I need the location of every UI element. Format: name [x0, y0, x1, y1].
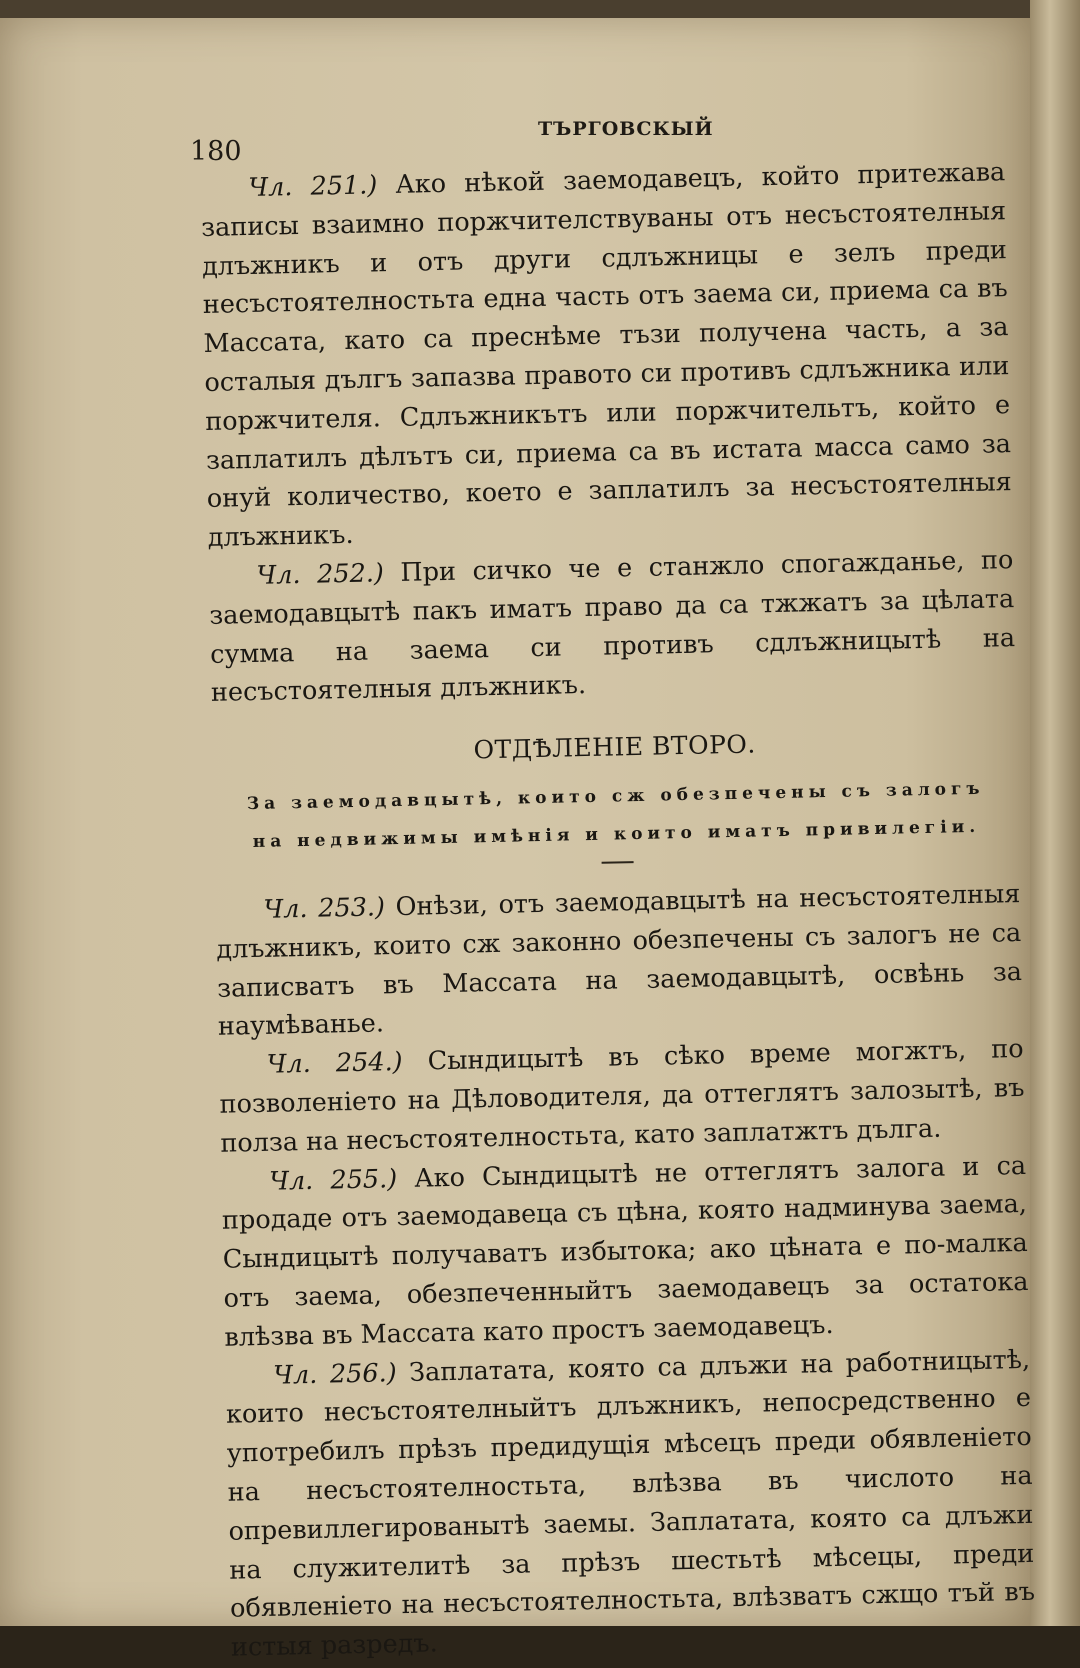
- page-edge: [1030, 0, 1080, 1626]
- article-text: При сичко че е станжло спогажданье, по заемодавцытѣ пакъ иматъ право да са тжжатъ за цѣлата сумма на заема си противъ сдлъжницытѣ на несъстоятелныя длъжникъ.: [209, 545, 1016, 709]
- article-255: [221, 1146, 1030, 1357]
- article-label: Чл. 253.): [263, 892, 386, 925]
- article-251: [200, 153, 1013, 558]
- article-label: Чл. 252.): [256, 558, 385, 591]
- article-252: [208, 541, 1016, 713]
- section-divider: [601, 861, 633, 864]
- article-text: Онѣзи, отъ заемодавцытѣ на несъстоятелныя длъжникъ, които сж законно обезпечены съ залогъ не са записватъ въ Массата на заемодавцытѣ, освѣнь за наумѣванье.: [216, 878, 1023, 1043]
- article-254: [218, 1030, 1025, 1163]
- article-text: Ако Сындицытѣ не оттеглятъ залога и са продаде отъ заемодавеца съ цѣна, която надминува заема, Сындицытѣ получаватъ избытока; ако цѣната е по-малка отъ заема, обезпеченныйтъ заемодавецъ за остатока влѣзва въ Массата като простъ заемодавецъ.: [221, 1150, 1029, 1353]
- page-body: [200, 153, 1036, 1667]
- page-number: 180: [190, 136, 242, 167]
- section-subtitle: [213, 769, 1019, 862]
- article-256: [225, 1340, 1036, 1667]
- running-title: ТЪРГОВСКЫЙ: [538, 118, 714, 140]
- section-subtitle-line2: на недвижимы имѣнія и които иматъ привилегіи.: [252, 816, 981, 852]
- article-text: Ако нѣкой заемодавецъ, който притежава записы взаимно поржчителствуваны отъ несъстоятелныя длъжникъ и отъ други сдлъжницы е зелъ преди несъстоятелностьта една часть отъ заема си, приема са въ Массата, като са преснѣме тъзи получена часть, а за осталыя дългъ запазва правото си противъ сдлъжника или поржчителя. Сдлъжникътъ или поржчительтъ, който е заплатилъ дѣлътъ си, приема са въ истата масса само за онуй количество, което е заплатилъ за несъстоятелныя длъжникъ.: [200, 157, 1013, 554]
- article-text: Заплатата, която са длъжи на работницытѣ, които несъстоятелныйтъ длъжникъ, непосредственно е употребилъ прѣзъ предидущія мѣсецъ преди обявленіето на несъстоятелностьта, влѣзва въ числото на опревиллегированытѣ заемы. Заплатата, която са длъжи на служителитѣ за прѣзъ шестьтѣ мѣсецы, преди обявленіето на несъстоятелностьта, влѣзватъ сжщо тъй въ истыя разредъ.: [225, 1344, 1036, 1663]
- page-header: [190, 112, 990, 167]
- article-253: [215, 875, 1023, 1047]
- article-label: Чл. 255.): [268, 1163, 398, 1197]
- article-label: Чл. 256.): [272, 1357, 397, 1391]
- section-subtitle-line1: За заемодавцытѣ, които сж обезпечены съ залогъ: [246, 778, 985, 815]
- article-text: Сындицытѣ въ сѣко време могжтъ, по позволеніето на Дѣловодителя, да оттеглятъ залозытѣ, въ полза на несъстоятелностьта, като заплатжтъ дълга.: [219, 1034, 1025, 1159]
- article-label: Чл. 254.): [266, 1047, 403, 1080]
- article-label: Чл. 251.): [248, 170, 378, 203]
- section-title: ОТДѢЛЕНІЕ ВТОРО.: [473, 729, 757, 765]
